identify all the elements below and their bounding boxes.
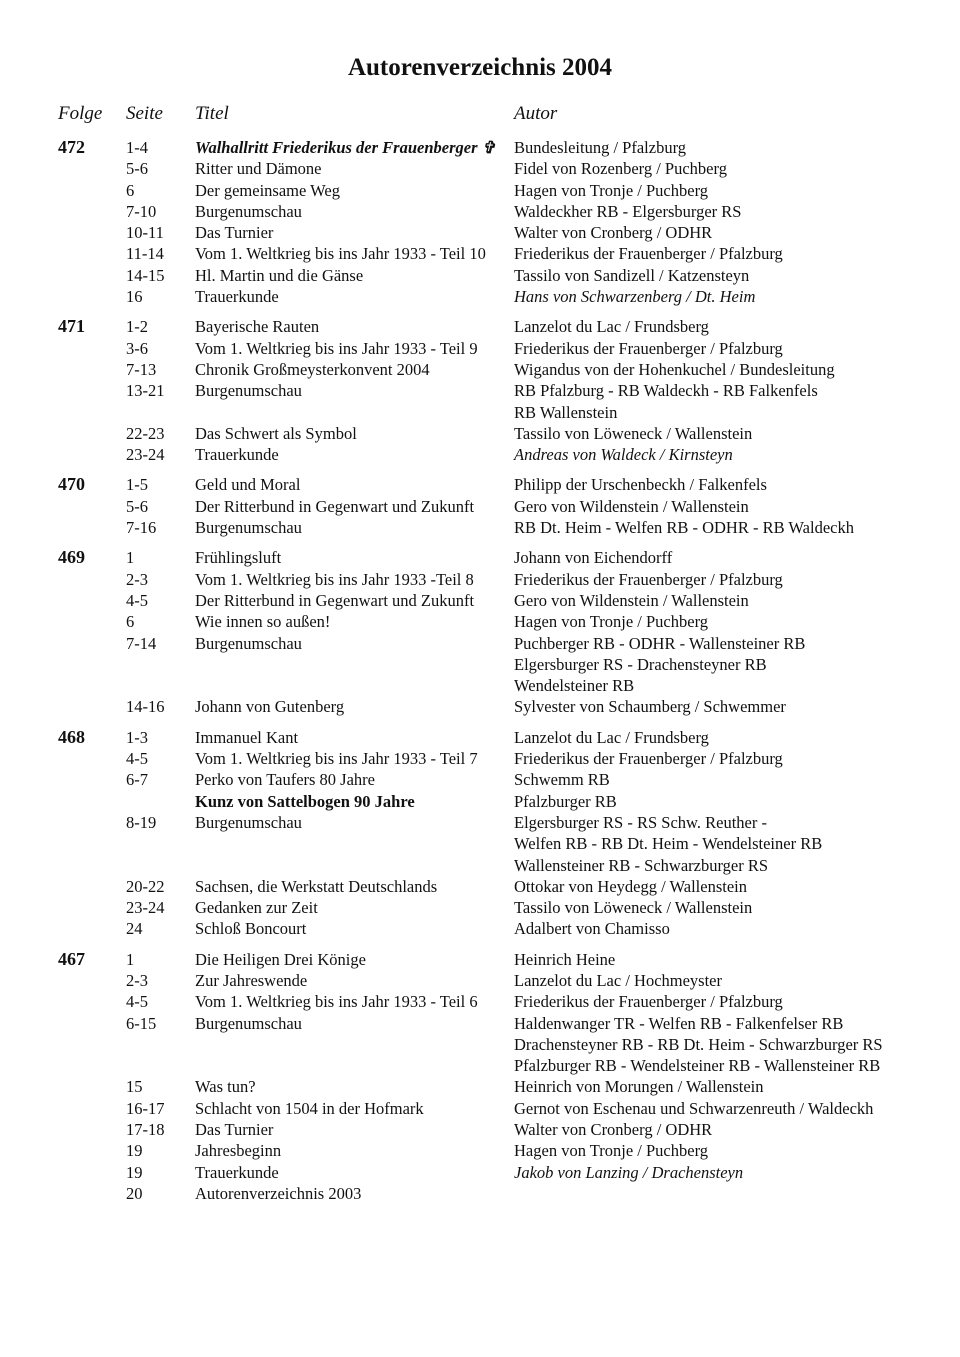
author-name: Welfen RB - RB Dt. Heim - Wendelsteiner RB [514, 834, 823, 854]
page-range: 16-17 [126, 1098, 165, 1118]
entry-row [0, 791, 960, 812]
entry-row [0, 696, 960, 717]
page-range: 5-6 [126, 159, 148, 179]
author-name: Hans von Schwarzenberg / Dt. Heim [514, 287, 756, 307]
article-title: Gedanken zur Zeit [195, 898, 318, 918]
page-range: 23-24 [126, 445, 165, 465]
article-title: Walhallritt Friederikus der Frauenberger ✞ [195, 138, 496, 157]
author-name: Drachensteyner RB - RB Dt. Heim - Schwarzburger RS [514, 1034, 883, 1054]
article-title: Der Ritterbund in Gegenwart und Zukunft [195, 496, 475, 516]
page-range: 20 [126, 1183, 143, 1203]
author-name: Pfalzburger RB - Wendelsteiner RB - Wallensteiner RB [514, 1056, 881, 1076]
entry-row [0, 654, 960, 675]
entry-row [0, 1098, 960, 1119]
issue-group [0, 949, 960, 1205]
entry-row [0, 444, 960, 465]
author-name: Schwemm RB [514, 770, 610, 790]
entry-row [0, 380, 960, 401]
article-title: Bayerische Rauten [195, 317, 320, 337]
author-name: Friederikus der Frauenberger / Pfalzburg [514, 749, 783, 769]
page-range: 11-14 [126, 244, 164, 264]
page-range: 5-6 [126, 496, 148, 516]
author-name: Andreas von Waldeck / Kirnsteyn [514, 445, 733, 465]
article-title: Frühlingsluft [195, 548, 282, 568]
page-range: 17-18 [126, 1120, 165, 1140]
article-title: Schlacht von 1504 in der Hofmark [195, 1098, 424, 1118]
entry-row [0, 1140, 960, 1161]
page-range: 7-14 [126, 633, 157, 653]
page-range: 15 [126, 1077, 143, 1097]
author-name: Wendelsteiner RB [514, 676, 635, 696]
author-index-list [0, 137, 960, 1213]
author-name: Elgersburger RS - Drachensteyner RB [514, 654, 767, 674]
entry-row [0, 675, 960, 696]
author-name: Sylvester von Schaumberg / Schwemmer [514, 697, 786, 717]
page-range: 13-21 [126, 381, 165, 401]
entry-row [0, 359, 960, 380]
page-range: 6-7 [126, 770, 148, 790]
entry-row [0, 897, 960, 918]
author-name: Fidel von Rozenberg / Puchberg [514, 159, 727, 179]
author-name: Elgersburger RS - RS Schw. Reuther - [514, 812, 767, 832]
author-name: Gero von Wildenstein / Wallenstein [514, 590, 749, 610]
author-name: Johann von Eichendorff [514, 548, 673, 568]
article-title: Vom 1. Weltkrieg bis ins Jahr 1933 - Teil 9 [195, 338, 478, 358]
article-title: Burgenumschau [195, 812, 302, 832]
author-name: Tassilo von Sandizell / Katzensteyn [514, 265, 750, 285]
entry-row [0, 1119, 960, 1140]
article-title: Vom 1. Weltkrieg bis ins Jahr 1933 - Teil 7 [195, 749, 478, 769]
author-name: Gero von Wildenstein / Wallenstein [514, 496, 749, 516]
article-title: Burgenumschau [195, 201, 302, 221]
page-range: 22-23 [126, 423, 165, 443]
issue-group [0, 474, 960, 538]
page-range: 7-10 [126, 201, 157, 221]
entry-row [0, 748, 960, 769]
entry-row [0, 316, 960, 337]
article-title: Der Ritterbund in Gegenwart und Zukunft [195, 590, 475, 610]
entry-row [0, 1183, 960, 1204]
entry-row [0, 1013, 960, 1034]
article-title: Trauerkunde [195, 287, 279, 307]
article-title: Burgenumschau [195, 633, 302, 653]
page-range: 14-16 [126, 697, 165, 717]
issue-number: 468 [58, 726, 85, 747]
author-name: RB Pfalzburg - RB Waldeckh - RB Falkenfels [514, 381, 818, 401]
header-seite: Seite [126, 103, 163, 124]
issue-number: 470 [58, 474, 85, 495]
author-name: Puchberger RB - ODHR - Wallensteiner RB [514, 633, 806, 653]
author-name: Hagen von Tronje / Puchberg [514, 1141, 709, 1161]
article-title: Burgenumschau [195, 518, 302, 538]
page-range: 1-3 [126, 727, 148, 747]
author-name: Friederikus der Frauenberger / Pfalzburg [514, 992, 783, 1012]
page-range: 3-6 [126, 338, 148, 358]
author-name: Gernot von Eschenau und Schwarzenreuth / Waldeckh [514, 1098, 874, 1118]
entry-row [0, 633, 960, 654]
author-name: Heinrich von Morungen / Wallenstein [514, 1077, 764, 1097]
entry-row [0, 1055, 960, 1076]
issue-number: 472 [58, 137, 85, 157]
page-range: 6 [126, 612, 135, 632]
header-autor: Autor [514, 103, 558, 124]
article-title: Burgenumschau [195, 381, 302, 401]
issue-number: 467 [58, 948, 85, 969]
article-title: Burgenumschau [195, 1013, 302, 1033]
article-title: Vom 1. Weltkrieg bis ins Jahr 1933 - Teil 6 [195, 992, 478, 1012]
issue-number: 471 [58, 316, 85, 337]
article-title: Sachsen, die Werkstatt Deutschlands [195, 876, 438, 896]
article-title: Chronik Großmeysterkonvent 2004 [195, 359, 430, 379]
author-name: Jakob von Lanzing / Drachensteyn [514, 1162, 744, 1182]
entry-row [0, 338, 960, 359]
author-name: Bundesleitung / Pfalzburg [514, 138, 687, 157]
page-range: 16 [126, 287, 143, 307]
author-name: Tassilo von Löweneck / Wallenstein [514, 423, 753, 443]
entry-row [0, 286, 960, 307]
entry-row [0, 855, 960, 876]
page-range: 1 [126, 548, 135, 568]
author-name: Lanzelot du Lac / Frundsberg [514, 727, 709, 747]
page-range: 8-19 [126, 812, 157, 832]
page-range: 1 [126, 949, 135, 969]
article-title: Das Turnier [195, 1120, 274, 1140]
article-title: Zur Jahreswende [195, 970, 308, 990]
entry-row [0, 474, 960, 495]
article-title: Immanuel Kant [195, 727, 299, 747]
entry-row [0, 833, 960, 854]
entry-row [0, 970, 960, 991]
entry-row [0, 769, 960, 790]
author-name: Hagen von Tronje / Puchberg [514, 612, 709, 632]
author-name: Philipp der Urschenbeckh / Falkenfels [514, 475, 767, 495]
author-name: Tassilo von Löweneck / Wallenstein [514, 898, 753, 918]
page-range: 20-22 [126, 876, 165, 896]
author-name: Wallensteiner RB - Schwarzburger RS [514, 855, 769, 875]
entry-row [0, 611, 960, 632]
author-name: Walter von Cronberg / ODHR [514, 223, 713, 243]
entry-row [0, 727, 960, 748]
author-name: Adalbert von Chamisso [514, 919, 670, 939]
page-range: 4-5 [126, 749, 148, 769]
entry-row [0, 158, 960, 179]
article-title: Ritter und Dämone [195, 159, 322, 179]
entry-row [0, 918, 960, 939]
author-name: Hagen von Tronje / Puchberg [514, 180, 709, 200]
author-name: Friederikus der Frauenberger / Pfalzburg [514, 569, 783, 589]
article-title: Hl. Martin und die Gänse [195, 265, 364, 285]
article-title: Der gemeinsame Weg [195, 180, 340, 200]
issue-group [0, 727, 960, 940]
entry-row [0, 423, 960, 444]
page-range: 7-16 [126, 518, 157, 538]
issue-group [0, 137, 960, 307]
entry-row [0, 517, 960, 538]
entry-row [0, 222, 960, 243]
entry-row [0, 496, 960, 517]
page-range: 19 [126, 1162, 143, 1182]
header-titel: Titel [195, 103, 229, 124]
entry-row [0, 265, 960, 286]
entry-row [0, 201, 960, 222]
page-range: 2-3 [126, 569, 148, 589]
article-title: Vom 1. Weltkrieg bis ins Jahr 1933 -Teil 8 [195, 569, 474, 589]
entry-row [0, 1162, 960, 1183]
entry-row [0, 180, 960, 201]
issue-number: 469 [58, 547, 85, 568]
entry-row [0, 402, 960, 423]
author-name: RB Dt. Heim - Welfen RB - ODHR - RB Waldeckh [514, 518, 854, 538]
page-range: 14-15 [126, 265, 165, 285]
page-range: 4-5 [126, 590, 148, 610]
article-title: Kunz von Sattelbogen 90 Jahre [195, 791, 415, 811]
page-range: 6 [126, 180, 135, 200]
issue-group [0, 316, 960, 465]
article-title: Johann von Gutenberg [195, 697, 345, 717]
entry-row [0, 137, 960, 158]
article-title: Was tun? [195, 1077, 256, 1097]
author-name: Ottokar von Heydegg / Wallenstein [514, 876, 747, 896]
page-range: 4-5 [126, 992, 148, 1012]
article-title: Die Heiligen Drei Könige [195, 949, 366, 969]
author-name: Haldenwanger TR - Welfen RB - Falkenfelser RB [514, 1013, 844, 1033]
entry-row [0, 812, 960, 833]
issue-group [0, 547, 960, 717]
page-range: 1-5 [126, 475, 148, 495]
page-range: 10-11 [126, 223, 164, 243]
article-title: Autorenverzeichnis 2003 [195, 1183, 362, 1203]
article-title: Schloß Boncourt [195, 919, 307, 939]
entry-row [0, 1034, 960, 1055]
header-folge: Folge [58, 103, 103, 124]
author-name: Wigandus von der Hohenkuchel / Bundesleitung [514, 359, 835, 379]
entry-row [0, 876, 960, 897]
author-name: Heinrich Heine [514, 949, 616, 969]
page-range: 1-2 [126, 317, 148, 337]
entry-row [0, 1076, 960, 1097]
author-name: Friederikus der Frauenberger / Pfalzburg [514, 338, 783, 358]
entry-row [0, 949, 960, 970]
entry-row [0, 590, 960, 611]
article-title: Wie innen so außen! [195, 612, 331, 632]
page-range: 1-4 [126, 138, 148, 157]
article-title: Trauerkunde [195, 445, 279, 465]
entry-row [0, 547, 960, 568]
entry-row [0, 991, 960, 1012]
author-name: Lanzelot du Lac / Frundsberg [514, 317, 709, 337]
page-range: 24 [126, 919, 143, 939]
page-range: 19 [126, 1141, 143, 1161]
author-name: Waldeckher RB - Elgersburger RS [514, 201, 742, 221]
article-title: Geld und Moral [195, 475, 301, 495]
page-range: 2-3 [126, 970, 148, 990]
article-title: Trauerkunde [195, 1162, 279, 1182]
article-title: Jahresbeginn [195, 1141, 282, 1161]
article-title: Perko von Taufers 80 Jahre [195, 770, 375, 790]
page-range: 7-13 [126, 359, 157, 379]
author-name: Lanzelot du Lac / Hochmeyster [514, 970, 722, 990]
author-name: Walter von Cronberg / ODHR [514, 1120, 713, 1140]
page-range: 23-24 [126, 898, 165, 918]
author-name: Pfalzburger RB [514, 791, 617, 811]
article-title: Das Turnier [195, 223, 274, 243]
entry-row [0, 569, 960, 590]
article-title: Das Schwert als Symbol [195, 423, 357, 443]
author-name: RB Wallenstein [514, 402, 618, 422]
page-range: 6-15 [126, 1013, 157, 1033]
entry-row [0, 243, 960, 264]
author-name: Friederikus der Frauenberger / Pfalzburg [514, 244, 783, 264]
page-title: Autorenverzeichnis 2004 [347, 54, 613, 81]
article-title: Vom 1. Weltkrieg bis ins Jahr 1933 - Teil 10 [195, 244, 486, 264]
